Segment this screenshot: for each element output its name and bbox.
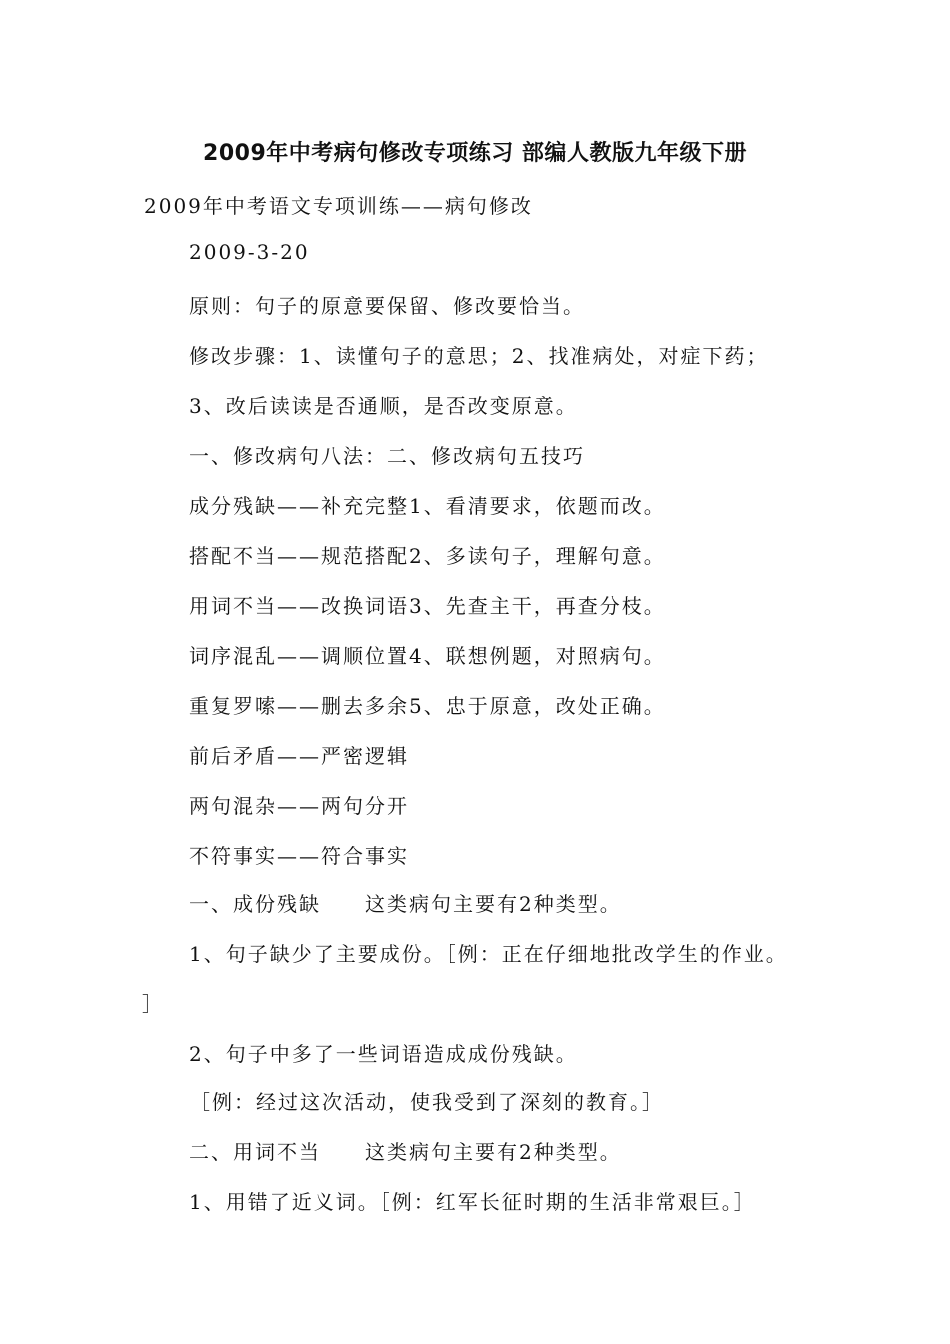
- section1-heading: [189, 888, 622, 917]
- steps-line-2: 3、改后读读是否通顺，是否改变原意。: [189, 394, 578, 418]
- section1-desc: 这类病句主要有2种类型。: [365, 892, 622, 916]
- document-date: 2009-3-20: [189, 240, 310, 264]
- section1-item2-example: ［例：经过这次活动，使我受到了深刻的教育。］: [190, 1090, 664, 1114]
- method-line: 搭配不当——规范搭配2、多读句子，理解句意。: [189, 544, 666, 568]
- method-line: 不符事实——符合事实: [189, 844, 409, 868]
- section2-label: 二、用词不当: [189, 1140, 321, 1164]
- steps-line-1: 修改步骤：1、读懂句子的意思；2、找准病处，对症下药；: [189, 344, 769, 368]
- section2-item1: 1、用错了近义词。［例：红军长征时期的生活非常艰巨。］: [189, 1190, 756, 1214]
- method-line: 两句混杂——两句分开: [189, 794, 409, 818]
- section2-desc: 这类病句主要有2种类型。: [365, 1140, 622, 1164]
- method-line: 成分残缺——补充完整1、看清要求，依题而改。: [189, 494, 666, 518]
- method-line: 前后矛盾——严密逻辑: [189, 744, 409, 768]
- document-title: 2009年中考病句修改专项练习 部编人教版九年级下册: [203, 141, 747, 166]
- method-line: 用词不当——改换词语3、先查主干，再查分枝。: [189, 594, 666, 618]
- section2-heading: [189, 1136, 622, 1165]
- method-line: 词序混乱——调顺位置4、联想例题，对照病句。: [189, 644, 666, 668]
- section1-label: 一、成份残缺: [189, 892, 321, 916]
- document-heading: 2009年中考语文专项训练——病句修改: [144, 194, 533, 218]
- section1-item1: 1、句子缺少了主要成份。［例：正在仔细地批改学生的作业。: [189, 942, 788, 966]
- section1-item1-cont: ］: [142, 992, 164, 1016]
- principle-line: 原则：句子的原意要保留、修改要恰当。: [189, 294, 585, 318]
- method-line: 重复罗嗦——删去多余5、忠于原意，改处正确。: [189, 694, 666, 718]
- section1-item2: 2、句子中多了一些词语造成成份残缺。: [189, 1042, 578, 1066]
- methods-header: 一、修改病句八法：二、修改病句五技巧: [189, 444, 585, 468]
